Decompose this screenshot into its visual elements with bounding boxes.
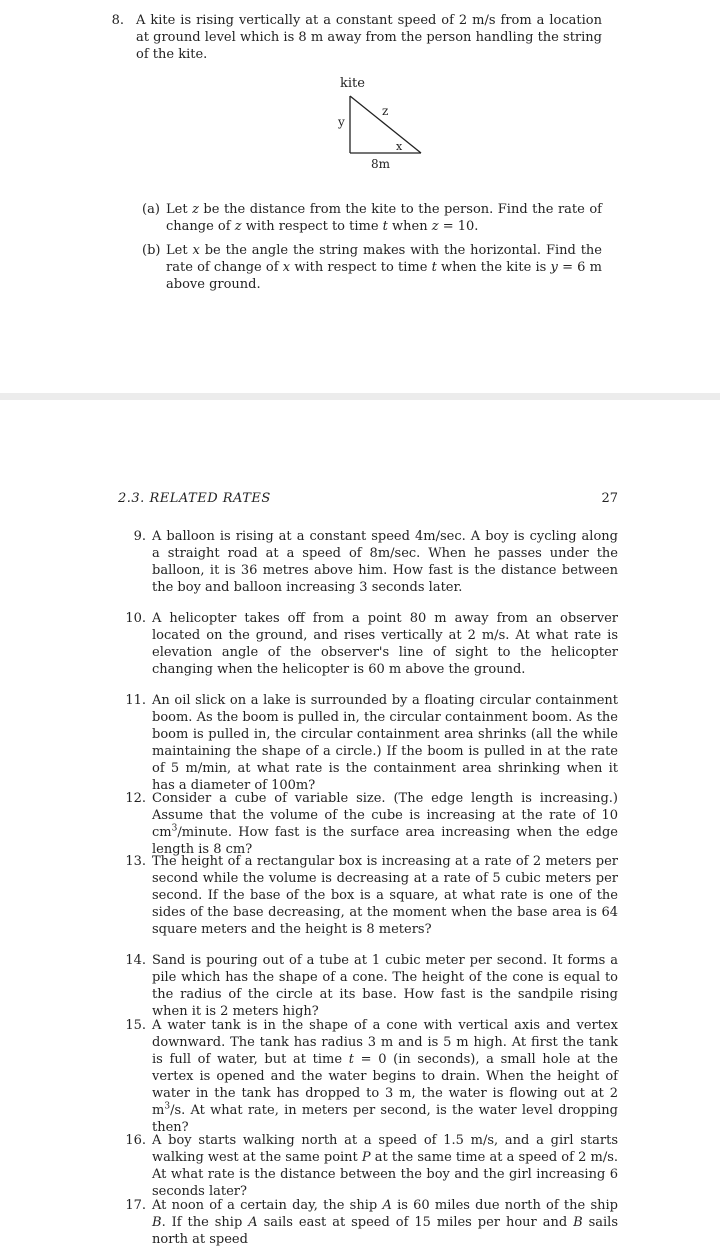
page-bottom <box>0 400 720 1247</box>
kite-triangle-diagram <box>330 74 430 174</box>
label-base: 8m <box>371 157 391 171</box>
problem-text: An oil slick on a lake is surrounded by a floating circular containment boom. As the boom is pulled in, the circular containment boom. As the boom is pulled in, the circular containment area shrinks (all the while maintaining the shape of a circle.) If the boom is pulled in at the rate of 5 m/min, at what rate is the containment area shrinking when it has a diameter of 100m? <box>152 693 618 793</box>
problem-text: At noon of a certain day, the ship A is 60 miles due north of the ship B. If the ship A sails east at speed of 15 miles per hour and B sails north at speed <box>152 1198 619 1247</box>
problem-number: 9. <box>133 529 146 544</box>
problem-13 <box>125 853 618 938</box>
problem-12 <box>125 790 618 858</box>
problem-16 <box>125 1132 618 1200</box>
problem-number: 10. <box>125 611 146 626</box>
problem-14 <box>125 952 618 1020</box>
running-head <box>118 490 618 508</box>
problem-9 <box>133 528 618 596</box>
problem-number: 15. <box>125 1018 146 1033</box>
page-top <box>0 0 720 393</box>
label-kite: kite <box>340 76 365 91</box>
problem-number: 17. <box>125 1198 146 1213</box>
problem-text: The height of a rectangular box is increasing at a rate of 2 meters per second while the volume is decreasing at a rate of 5 cubic meters per second. If the base of the box is a square, at what rate is one of the sides of the base decreasing, at the moment when the base area is 64 square meters and the height is 8 meters? <box>152 854 618 937</box>
problem-text: Consider a cube of variable size. (The edge length is increasing.) Assume that the volume of the cube is increasing at the rate of 10 $cm^3$/minute. How fast is the surface area increasing when the edge length is 8 cm? <box>152 791 618 857</box>
label-y: y <box>338 115 345 129</box>
label-x: x <box>396 140 403 153</box>
problem-text: A helicopter takes off from a point 80 m away from an observer located on the ground, and rises vertically at 2 m/s. At what rate is elevation angle of the observer's line of sight to the helicopter changing when the helicopter is 60 m above the ground. <box>152 611 618 677</box>
problem-number: 16. <box>125 1133 146 1148</box>
problem-number: 14. <box>125 953 146 968</box>
part-b-text: Let x be the angle the string makes with the horizontal. Find the rate of change of x with respect to time t when the kite is y = 6 m above ground. <box>166 243 602 292</box>
part-a <box>142 201 602 235</box>
page-number: 27 <box>601 491 618 506</box>
page-separator <box>0 393 720 400</box>
problem-number: 13. <box>125 854 146 869</box>
problem-11 <box>125 692 618 794</box>
problem-text: Sand is pouring out of a tube at 1 cubic meter per second. It forms a pile which has the shape of a cone. The height of the cone is equal to the radius of the circle at its base. How fast is the sandpile rising when it is 2 meters high? <box>152 953 618 1019</box>
problem-text: A water tank is in the shape of a cone with vertical axis and vertex downward. The tank has radius 3 m and is 5 m high. At first the tank is full of water, but at time t = 0 (in seconds), a small hole at the vertex is opened and the water begins to drain. When the height of water in the tank has dropped to 3 m, the water is flowing out at 2 $m^3/s$. At what rate, in meters per second, is the water level dropping then? <box>152 1018 618 1135</box>
part-b-label: (b) <box>142 243 161 258</box>
part-a-text: Let z be the distance from the kite to the person. Find the rate of change of z with respect to time t when z = 10. <box>166 202 602 234</box>
problem-text: A kite is rising vertically at a constant speed of 2 m/s from a location at ground level which is 8 m away from the person handling the string of the kite. <box>136 13 602 62</box>
problem-number: 11. <box>125 693 146 708</box>
problem-15 <box>125 1017 618 1136</box>
problem-10 <box>125 610 618 678</box>
part-b <box>142 242 602 293</box>
problem-number: 12. <box>125 791 146 806</box>
problem-17 <box>125 1197 619 1248</box>
problem-text: A boy starts walking north at a speed of 1.5 m/s, and a girl starts walking west at the same point P at the same time at a speed of 2 m/s. At what rate is the distance between the boy and the girl increasing 6 seconds later? <box>152 1133 618 1199</box>
problem-text: A balloon is rising at a constant speed 4m/sec. A boy is cycling along a straight road at a speed of 8m/sec. When he passes under the balloon, it is 36 metres above him. How fast is the distance between the boy and balloon increasing 3 seconds later. <box>152 529 618 595</box>
problem-8 <box>111 12 602 63</box>
section-title: 2.3. RELATED RATES <box>118 491 271 506</box>
problem-number: 8. <box>111 13 124 28</box>
part-a-label: (a) <box>142 202 160 217</box>
label-z: z <box>382 104 389 118</box>
